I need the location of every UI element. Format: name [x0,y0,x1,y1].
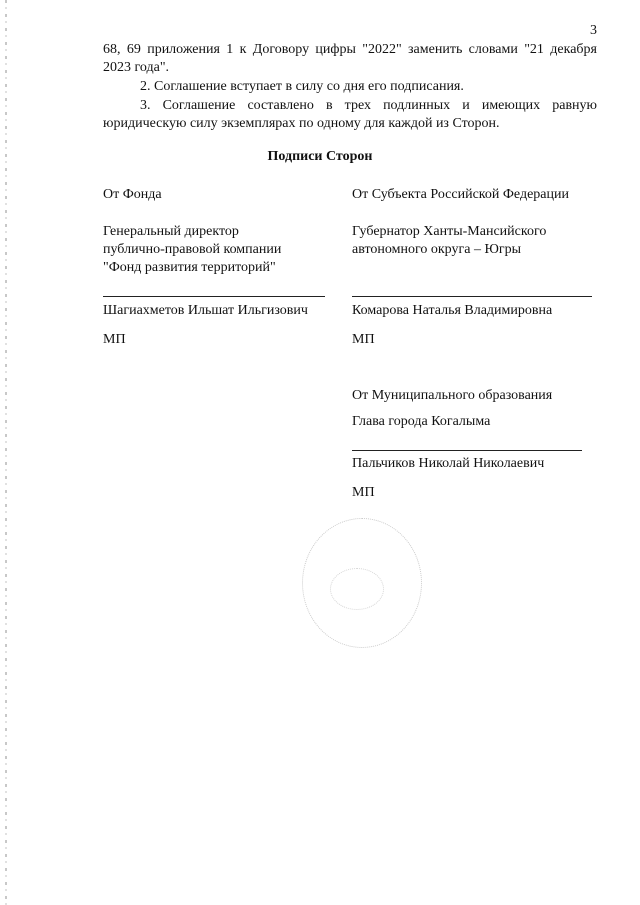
fund-signature-line [103,296,325,297]
signatures-heading: Подписи Сторон [267,149,373,164]
fund-position-line-1: Генеральный директор [103,224,239,239]
municipality-party-label: От Муниципального образования [352,388,553,403]
fund-signer-name: Шагиахметов Ильшат Ильгизович [103,303,308,318]
fund-position-line-3: "Фонд развития территорий" [103,260,276,275]
paragraph-2: 2. Соглашение вступает в силу со дня его подписания. [140,79,464,94]
municipality-signer-name: Пальчиков Николай Николаевич [352,456,545,471]
subject-position-line-1: Губернатор Ханты-Мансийского [352,224,547,239]
subject-seal-mark: МП [352,332,375,347]
municipality-signature-line [352,450,582,451]
paragraph-1-line-2: 2023 года". [103,60,170,75]
faint-stamp-inner-ring [330,568,384,610]
subject-signature-line [352,296,592,297]
scan-edge-artifact [5,0,7,905]
page-number: 3 [590,23,597,38]
subject-position-line-2: автономного округа – Югры [352,242,521,257]
fund-party-label: От Фонда [103,187,162,202]
subject-party-label: От Субъекта Российской Федерации [352,187,569,202]
municipality-position: Глава города Когалыма [352,414,491,429]
municipality-seal-mark: МП [352,485,375,500]
paragraph-3-line-2: юридическую силу экземплярах по одному для каждой из Сторон. [103,116,500,131]
subject-signer-name: Комарова Наталья Владимировна [352,303,553,318]
fund-position-line-2: публично-правовой компании [103,242,282,257]
paragraph-3-line-1: 3. Соглашение составлено в трех подлинных и имеющих равную [140,98,597,113]
fund-seal-mark: МП [103,332,126,347]
paragraph-1-line-1: 68, 69 приложения 1 к Договору цифры "2022" заменить словами "21 декабря [103,42,597,57]
